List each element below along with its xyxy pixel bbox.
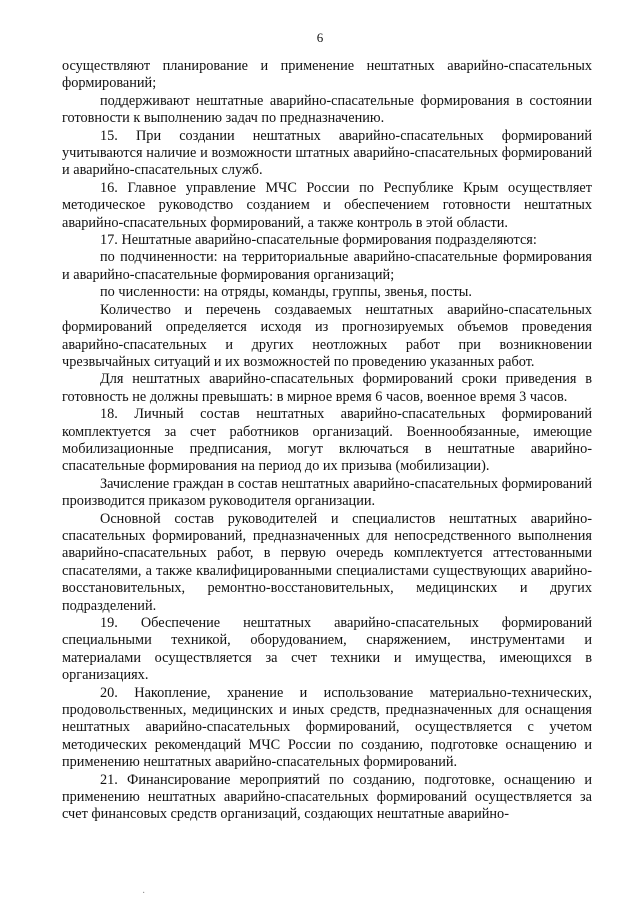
scan-speck: · — [142, 888, 146, 899]
document-body — [62, 58, 592, 824]
paragraph-15: 21. Финансирование мероприятий по созданию, подготовке, оснащению и применению нештатных аварийно-спасательных формирований осуществляется за счет финансовых средств организаций, создающих нештатные аварийно- — [62, 771, 592, 823]
paragraph-2: поддерживают нештатные аварийно-спасательные формирования в состоянии готовности к выполнению задач по предназначению. — [62, 92, 592, 127]
paragraph-13: 19. Обеспечение нештатных аварийно-спасательных формирований специальными техникой, оборудованием, снаряжением, инструментами и материалами осуществляется за счет техники и имущества, имеющихся в организациях. — [62, 615, 592, 684]
paragraph-6: по подчиненности: на территориальные аварийно-спасательные формирования и аварийно-спасательные формирования организаций; — [62, 249, 592, 283]
paragraph-8: Количество и перечень создаваемых нештатных аварийно-спасательных формирований определяется исходя из прогнозируемых объемов проведения аварийно-спасательных и других неотложных работ при возникновении чрезвычайных ситуаций и их возможностей по проведению указанных работ. — [62, 301, 592, 370]
page-number: 6 — [316, 30, 324, 45]
paragraph-10: 18. Личный состав нештатных аварийно-спасательных формирований комплектуется за счет работников организаций. Военнообязанные, имеющие мобилизационные предписания, могут включаться в нештатные аварийно-спасательные формирования на период до их призыва (мобилизации). — [62, 406, 592, 475]
paragraph-11: Зачисление граждан в состав нештатных аварийно-спасательных формирований производится приказом руководителя организации. — [62, 475, 592, 510]
paragraph-9: Для нештатных аварийно-спасательных формирований сроки приведения в готовность не должны превышать: в мирное время 6 часов, военное время 3 часов. — [62, 371, 592, 405]
paragraph-1: осуществляют планирование и применение нештатных аварийно-спасательных формирований; — [62, 58, 592, 92]
paragraph-5: 17. Нештатные аварийно-спасательные формирования подразделяются: — [100, 232, 537, 249]
paragraph-3: 15. При создании нештатных аварийно-спасательных формирований учитываются наличие и возможности штатных аварийно-спасательных формирований и аварийно-спасательных служб. — [62, 127, 592, 179]
paragraph-14: 20. Накопление, хранение и использование материально-технических, продовольственных, медицинских и иных средств, предназначенных для оснащения нештатных аварийно-спасательных формирований, осуществляется с учетом методических рекомендаций МЧС России по созданию, подготовке оснащению и применению нештатных аварийно-спасательных формирований. — [62, 684, 592, 771]
paragraph-12: Основной состав руководителей и специалистов нештатных аварийно-спасательных формирований, предназначенных для непосредственного выполнения аварийно-спасательных работ, в первую очередь комплектуется аттестованными спасателями, а также квалифицированными специалистами существующих аварийно-восстановительных, ремонтно-восстановительных, медицинских и других подразделений. — [62, 510, 592, 614]
paragraph-7: по численности: на отряды, команды, группы, звенья, посты. — [100, 284, 472, 301]
paragraph-4: 16. Главное управление МЧС России по Республике Крым осуществляет методическое руководство созданием и обеспечением готовности нештатных аварийно-спасательных формирований, а также контроль в этой области. — [62, 179, 592, 231]
